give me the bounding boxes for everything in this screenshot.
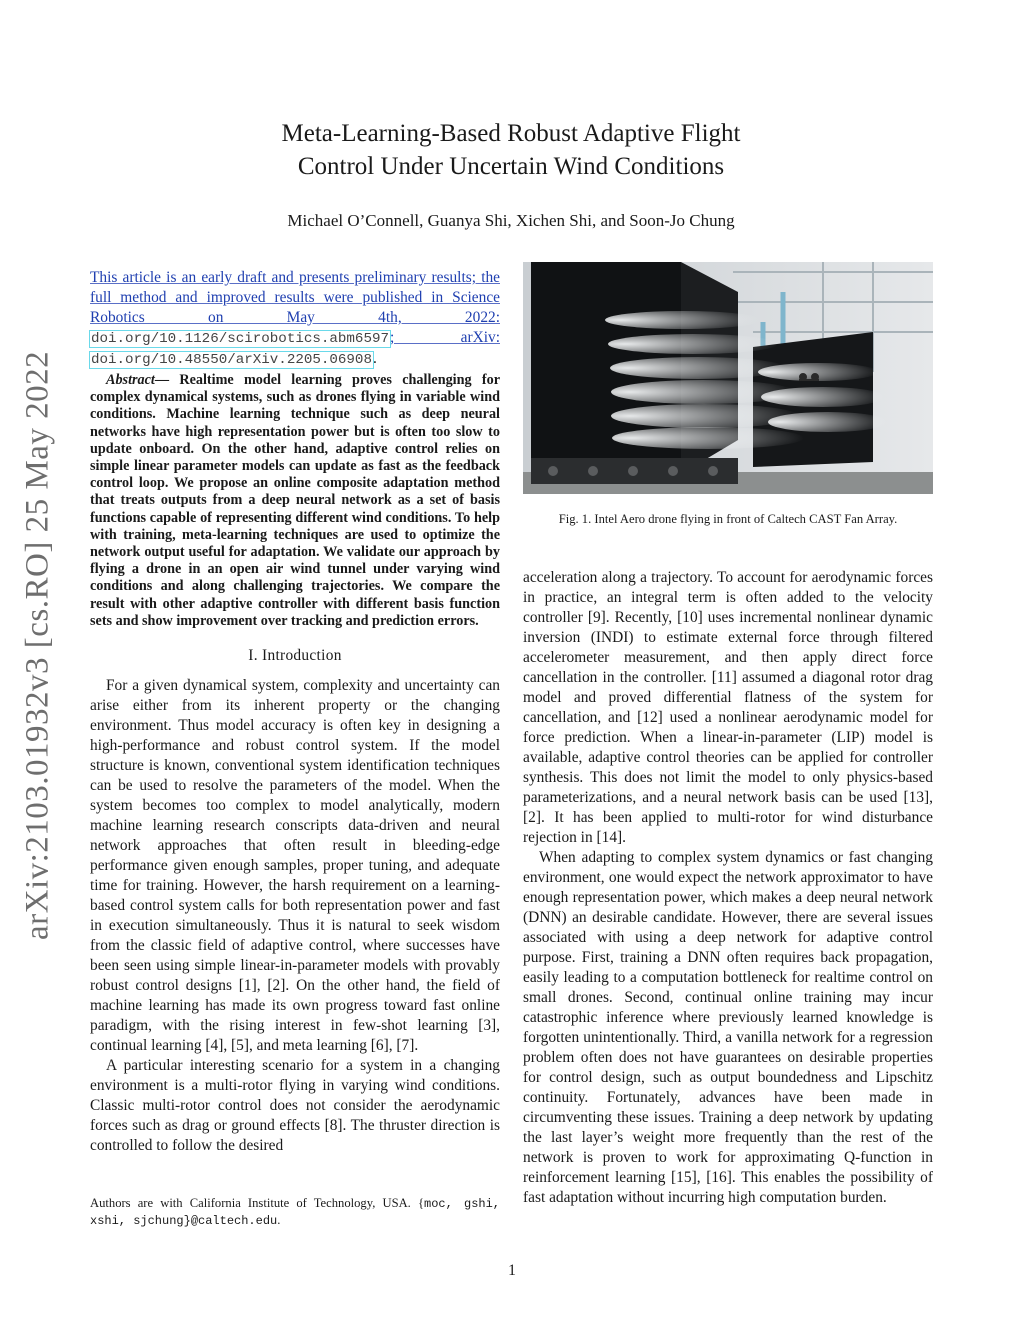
footnote-domain: }@caltech.edu <box>183 1214 278 1228</box>
figure-caption: Fig. 1. Intel Aero drone flying in front of Caltech CAST Fan Array. <box>558 512 898 526</box>
intro-paragraph-1: For a given dynamical system, complexity and uncertainty can arise either from its inherent property or the changing environment. Thus model accuracy is often key in designing a high-performance and robust control system. If the model structure is known, conventional system identification techniques can be used to resolve the parameters of the model. When the system becomes too complex to model analytically, modern machine learning research conscripts data-driven and neural network approaches that often result in bleeding-edge performance given enough samples, proper tuning, and adequate time for training. However, the harsh requirement on a learning-based control system calls for both representation power and fast in execution simultaneously. Thus it is natural to seek wisdom from the classic field of adaptive control, where successes have been seen using simple linear-in-parameter models with provably robust control designs [1], [2]. On the other hand, the field of machine learning has made its own progress toward fast online paradigm, with the rising interest in few-shot learning [3], continual learning [4], [5], and meta learning [6], [7]. <box>90 677 500 1055</box>
author-affiliation-footnote <box>90 1195 500 1229</box>
fan-array-photo <box>523 262 933 494</box>
title-line-1: Meta-Learning-Based Robust Adaptive Flight <box>281 120 741 147</box>
page-number: 1 <box>508 1262 516 1279</box>
intro-paragraph-2: A particular interesting scenario for a system in a changing environment is a multi-rotor flying in varying wind conditions. Classic multi-rotor control does not consider the aerodynamic forces such as drag or ground effects [8]. The thruster direction is controlled to follow the desired <box>90 1057 500 1155</box>
abstract-label: Abstract <box>106 372 155 388</box>
doi-link[interactable]: doi.org/10.1126/scirobotics.abm6597 <box>91 331 389 347</box>
right-paragraph-1: acceleration along a trajectory. To account for aerodynamic forces in practice, an integral term is often added to the velocity controller [9]. Recently, [10] uses incremental nonlinear dynamic inversion (INDI) to estimate external force through filtered accelerometer measurement, and then apply direct force cancellation in the controller. [11] assumed a diagonal rotor drag model and proved differential flatness of the system for cancellation, and [12] used a nonlinear aerodynamic model for force prediction. When a linear-in-parameter (LIP) model is available, adaptive control theories can be applied for controller synthesis. This does not limit the model to only physics-based parameterizations, and a neural network basis can be used [13], [2]. It has been applied to multi-rotor for wind disturbance rejection in [14]. <box>523 569 933 846</box>
author-list: Michael O’Connell, Guanya Shi, Xichen Shi, and Soon-Jo Chung <box>287 211 735 230</box>
paper-title <box>150 117 872 183</box>
section-heading-introduction: I. Introduction <box>248 647 342 665</box>
arxiv-doi-link[interactable]: doi.org/10.48550/arXiv.2205.06908 <box>91 352 372 368</box>
footnote-text: Authors are with California Institute of Technology, USA. { <box>90 1196 424 1210</box>
early-draft-note <box>90 268 500 370</box>
arxiv-separator[interactable]: ; arXiv: <box>390 329 500 346</box>
abstract-text: Realtime model learning proves challenging for complex dynamical systems, such as drones flying in variable wind conditions. Machine learning technique such as deep neural networks have high representation power but is often too slow to update onboard. On the other hand, adaptive control relies on simple linear parameter models can update as fast as the feedback control loop. We propose an online composite adaptation method that treats outputs from a deep neural network as a set of basis functions capable of representing different wind conditions. To help with training, meta-learning techniques are used to optimize the network output useful for adaptation. We validate our approach by flying a drone in an open air wind tunnel under varying wind conditions and along challenging trajectories. We compare the result with other adaptive controller with different basis function sets and show improvement over tracking and prediction errors. <box>90 372 500 629</box>
fan-array-illustration <box>523 262 933 494</box>
footnote-emails: moc, gshi, xshi, sjchung <box>90 1197 500 1228</box>
title-line-2: Control Under Uncertain Wind Conditions <box>297 153 725 180</box>
left-column <box>90 268 500 1156</box>
arxiv-side-identifier: arXiv:2103.01932v3 [cs.RO] 25 May 2022 <box>19 350 56 940</box>
abstract-dash: — <box>154 372 180 388</box>
footnote-end: . <box>277 1213 281 1227</box>
early-draft-note-text[interactable]: This article is an early draft and presents preliminary results; the full method and improved results were published in Science Robotics on May 4th, 2022: <box>90 269 500 326</box>
right-column <box>523 568 933 1208</box>
abstract <box>90 372 500 630</box>
right-paragraph-2: When adapting to complex system dynamics or fast changing environment, one would expect the network approximator to have enough representation power, which makes a deep neural network (DNN) an desirable candidate. However, there are several issues associated with using a deep network for adaptive control purpose. First, training a DNN often requires back propagation, easily leading to a computation bottleneck for realtime control on small drones. Second, continual online training may incur catastrophic inference where previously learned knowledge is forgotten unintentionally. Third, a vanilla network for a regression problem often does not have guarantees on desirable properties for control design, such as output boundedness and Lipschitz continuity. Fortunately, advances have been made in circumventing these issues. Training a deep network by updating the last layer’s weight more frequently than the rest of the network is proven to work for approximating Q-function in reinforcement learning [15], [16]. This enables the possibility of fast adaptation without incurring high computation burden. <box>523 849 933 1206</box>
note-end: . <box>372 350 377 367</box>
